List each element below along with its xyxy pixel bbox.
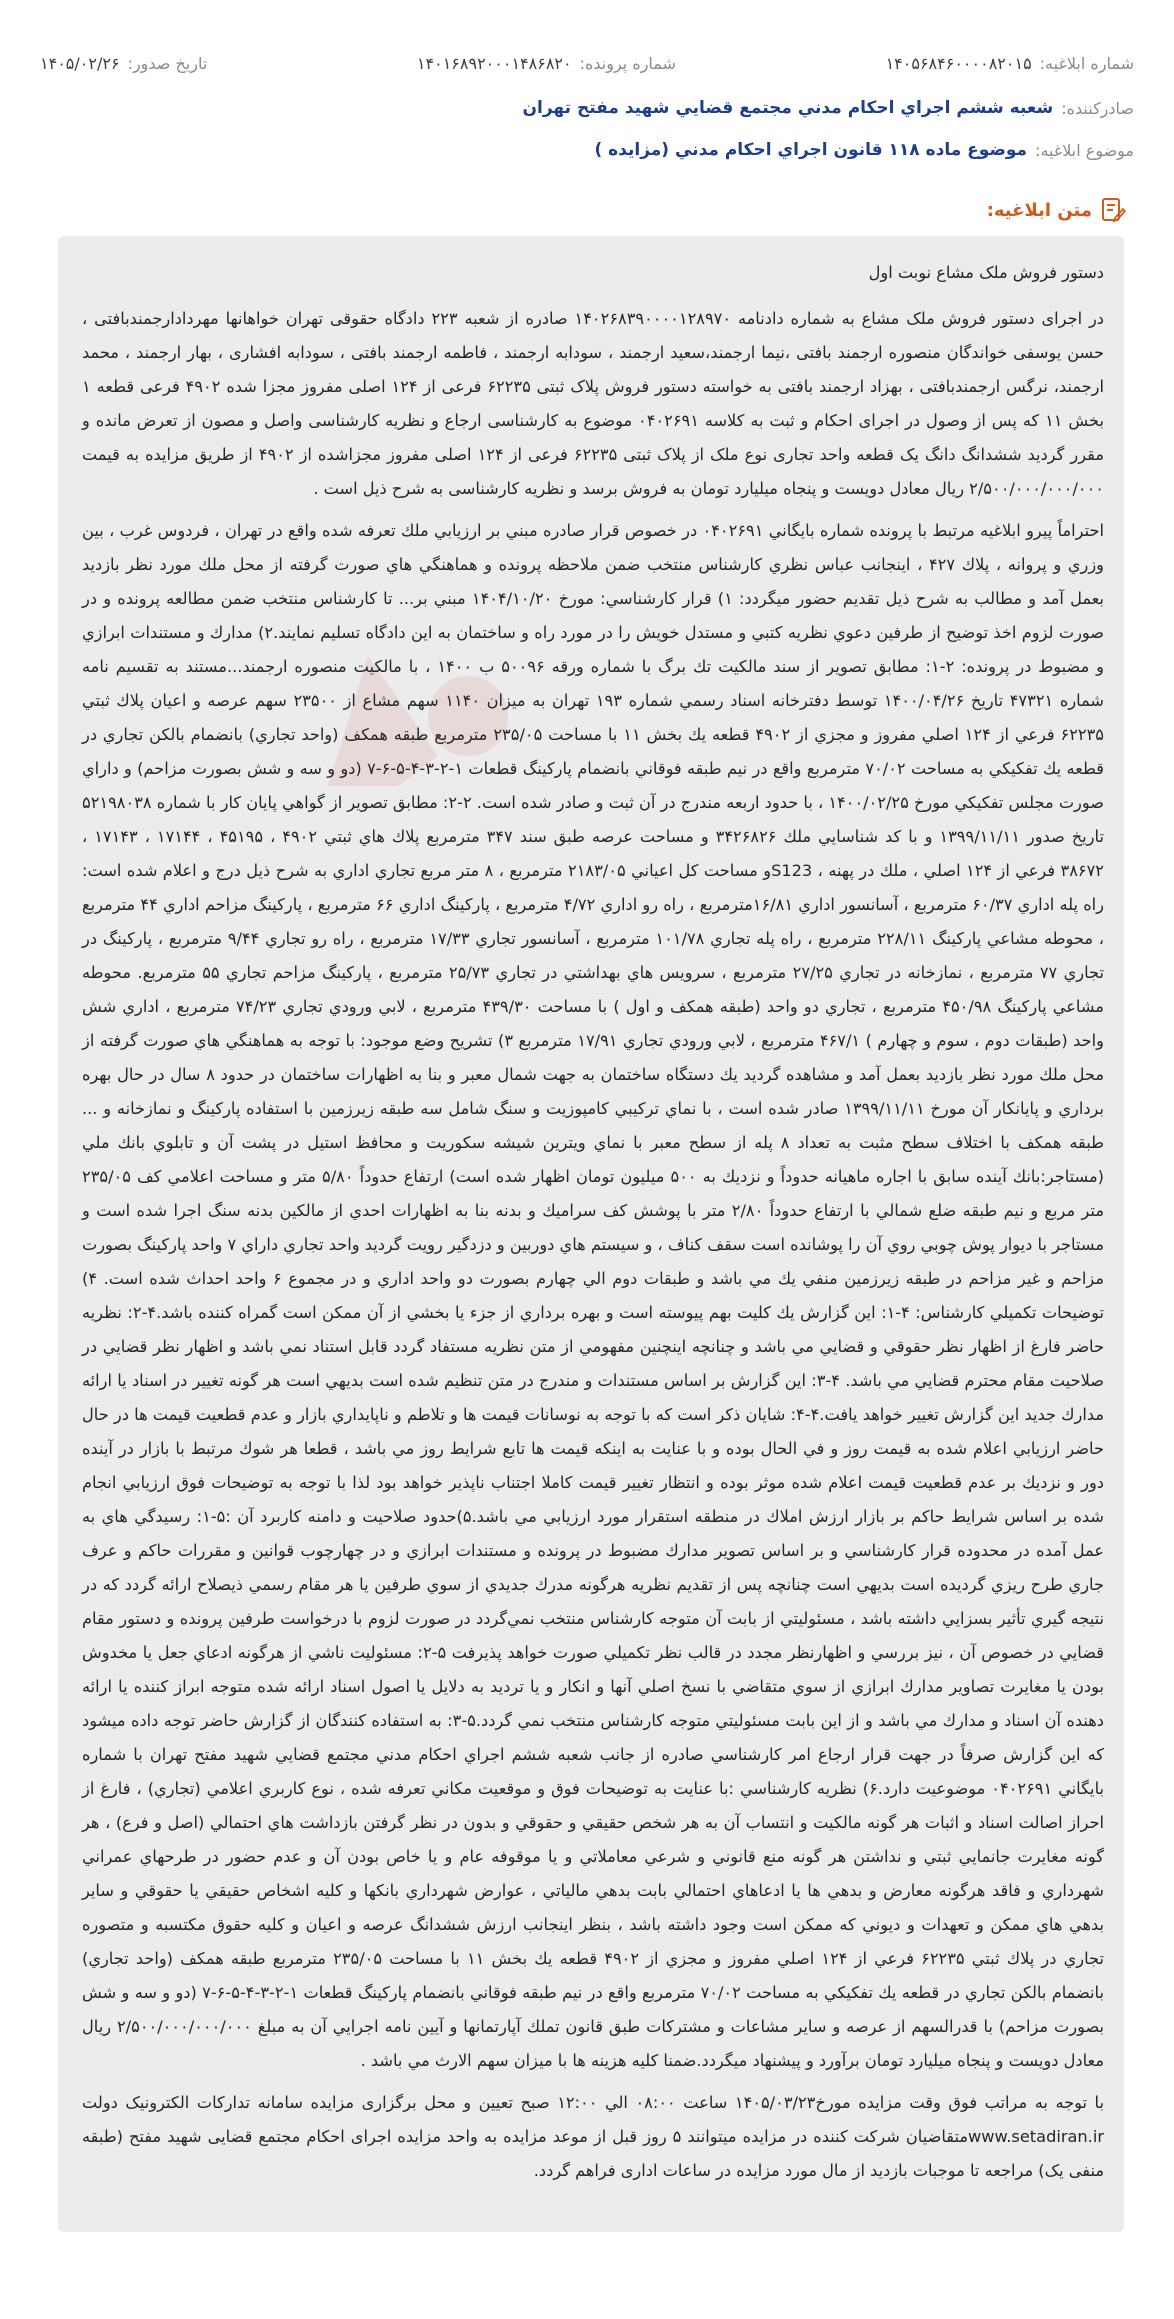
case-number-value: ۱۴۰۱۶۸۹۲۰۰۰۱۴۸۶۸۲۰ [416, 54, 572, 73]
notice-number-label: شماره ابلاغیه: [1039, 54, 1134, 73]
body-paragraph-2: احتراماً پیرو ابلاغیه مرتبط با پرونده شماره بایگاني ۰۴۰۲۶۹۱ در خصوص قرار صادره مبني بر ارزيابي ملك تعرفه شده واقع در تهران ، فردوس غرب ، بين وزري و پروانه ، پلاك ۴۲۷ ، اينجانب عباس نظري كارشناس منتخب ضمن ملاحظه پرونده و هماهنگي هاي صورت گرفته از محل ملك مورد نظر بازديد بعمل آمد و مطالب به شرح ذيل تقديم حضور ميگردد: ۱) قرار كارشناسي: مورخ ۱۴۰۴/۱۰/۲۰ مبني بر... تا كارشناس منتخب ضمن مطالعه پرونده و در صورت لزوم اخذ توضيح از طرفين دعوي نظريه كتبي و مستدل خويش را در مورد راه و ساختمان به اين دادگاه تسليم نمايند.۲) مدارك و مستندات ابرازي و مضبوط در پرونده: ۲-۱: مطابق تصوير از سند مالكيت تك برگ با شماره ورقه ۵۰۰۹۶ ب ۱۴۰۰ ، با مالكيت منصوره ارجمند...مستند به تقسيم نامه شماره ۴۷۳۲۱ تاريخ ۱۴۰۰/۰۴/۲۶ توسط دفترخانه اسناد رسمي شماره ۱۹۳ تهران به ميزان ۱۱۴۰ سهم مشاع از ۲۳۵۰۰ سهم عرصه و اعيان پلاك ثبتي ۶۲۲۳۵ فرعي از ۱۲۴ اصلي مفروز و مجزي از ۴۹۰۲ قطعه يك بخش ۱۱ با مساحت ۲۳۵/۰۵ مترمربع طبقه همكف (واحد تجاري) بانضمام بالكن تجاري در قطعه يك تفكيكي به مساحت ۷۰/۰۲ مترمربع واقع در نيم طبقه فوقاني بانضمام پاركينگ قطعات ۱-۲-۳-۴-۵-۶-۷ (دو و سه و شش بصورت مزاحم) و داراي صورت مجلس تفكيكي مورخ ۱۴۰۰/۰۲/۲۵ ، با حدود اربعه مندرج در آن ثبت و صادر شده است. ۲-۲: مطابق تصوير از گواهي پايان كار با شماره ۵۲۱۹۸۰۳۸ تاريخ صدور ۱۳۹۹/۱۱/۱۱ و با كد شناسايي ملك ۳۴۲۶۸۲۶ و مساحت عرصه طبق سند ۳۴۷ مترمربع پلاك هاي ثبتي ۴۹۰۲ ، ۴۵۱۹۵ ، ۱۷۱۴۴ ، ۱۷۱۴۳ ، ۳۸۶۷۲ فرعي از ۱۲۴ اصلي ، ملك در پهنه ، S123و مساحت كل اعياني ۲۱۸۳/۰۵ مترمربع ، ۸ متر مربع تجاري اداري به شرح ذيل درج و اعلام شده است: راه پله اداري ۶۰/۳۷ مترمربع ، آسانسور اداري ۱۶/۸۱مترمربع ، راه رو اداري ۴/۷۲ مترمربع ، پاركينگ اداري ۶۶ مترمربع ، پاركينگ مزاحم اداري ۴۴ مترمربع ، محوطه مشاعي پاركينگ ۲۲۸/۱۱ مترمربع ، راه پله تجاري ۱۰۱/۷۸ مترمربع ، آسانسور تجاري ۱۷/۳۳ مترمربع ، راه رو تجاري ۹/۴۴ مترمربع ، پاركينگ در تجاري ۷۷ مترمربع ، نمازخانه در تجاري ۲۷/۲۵ مترمربع ، سرويس هاي بهداشتي در تجاري ۲۵/۷۳ مترمربع ، پاركينگ مزاحم تجاري ۵۵ مترمربع. محوطه مشاعي پاركينگ ۴۵۰/۹۸ مترمربع ، تجاري دو واحد (طبقه همكف و اول ) با مساحت ۴۳۹/۳۰ مترمربع ، لابي ورودي تجاري ۷۴/۲۳ مترمربع ، اداري شش واحد (طبقات دوم ، سوم و چهارم ) ۴۶۷/۱ مترمربع ، لابي ورودي تجاري ۱۷/۹۱ مترمربع ۳) تشريح وضع موجود: با توجه به هماهنگي هاي صورت گرفته از محل ملك مورد نظر بازديد بعمل آمد و مشاهده گرديد يك دستگاه ساختمان به جهت شمال معبر و بنا به اظهارات ساختمان در حدود ۸ سال در حال بهره برداري و پايانكار آن مورخ ۱۳۹۹/۱۱/۱۱ صادر شده است ، با نماي تركيبي كامپوزيت و سنگ شامل سه طبقه زيرزمين با استفاده پاركينگ و نمازخانه و ... طبقه همكف با اختلاف سطح مثبت به تعداد ۸ پله از سطح معبر با نماي ويترين شيشه سكوريت و محافظ استيل در پشت آن و تابلوي بانك ملي (مستاجر:بانك آينده سابق با اجاره ماهيانه حدوداً و نزديك به ۵۰۰ ميليون تومان اظهار شده است) ارتفاع حدوداً ۵/۸۰ متر و مساحت اعلامي كف ۲۳۵/۰۵ متر مربع و نيم طبقه ضلع شمالي با ارتفاع حدوداً ۲/۸۰ متر با پوشش كف سراميك و بدنه بنا به اظهارات احدي از مالكين بدنه سنگ اجرا شده است و مستاجر با ديوار پوش چوبي روي آن را پوشانده است سقف كناف ، و سيستم هاي دوربين و دزدگير رويت گرديد واحد تجاري داراي ۷ واحد پاركينگ بصورت مزاحم و غير مزاحم در طبقه زيرزمين منفي يك مي باشد و طبقات دوم الي چهارم بصورت دو واحد اداري و در مجموع ۶ واحد احداث شده است. ۴) توضيحات تكميلي كارشناس: ۴-۱: اين گزارش يك كليت بهم پيوسته است و بهره برداري از جزء يا بخشي از آن ممكن است گمراه كننده باشد.۴-۲: نظريه حاضر فارغ از اظهار نظر حقوقي و قضايي مي باشد و چنانچه اينچنين مفهومي از متن نظريه مستفاد گردد قابل استناد نمي باشد و اظهار نظر قضايي در صلاحيت مقام محترم قضايي مي باشد. ۴-۳: اين گزارش بر اساس مستندات و مندرج در متن تنظيم شده است بديهي است هر گونه تغيير در اسناد يا ارائه مدارك جديد اين گزارش تغيير خواهد يافت.۴-۴: شايان ذكر است كه با توجه به نوسانات قيمت ها و تلاطم و ناپايداري بازار و عدم قطعيت قيمت ها در حال حاضر ارزيابي اعلام شده به قيمت روز و في الحال بوده و با عنايت به اينكه قيمت ها تابع شرايط روز مي باشد ، قطعا هر شوك مرتبط با بازار در آينده دور و نزديك بر عدم قطعيت قيمت اعلام شده موثر بوده و انتظار تغيير قيمت كاملا اجتناب ناپذير خواهد بود لذا با توجه به توضيحات فوق ارزيابي انجام شده بر اساس شرايط حاكم بر بازار ارزش املاك در منطقه استقرار مورد ارزيابي مي باشد.۵)حدود صلاحيت و دامنه كاربرد آن :۵-۱: رسيدگي هاي به عمل آمده در محدوده قرار كارشناسي و بر اساس تصوير مدارك مضبوط در پرونده و مستندات ابرازي و در چهارچوب قوانين و مقررات حاكم و عرف جاري طرح ريزي گرديده است بديهي است چنانچه پس از تقديم نظريه هرگونه مدرك جديدي از سوي طرفين يا هر مقام رسمي ذيصلاح ارائه گردد كه در نتيجه گيري تأثير بسزايي داشته باشد ، مسئوليتي از بابت آن متوجه كارشناس منتخب نمي‌گردد در صورت لزوم با درخواست طرفين پرونده و دستور مقام قضايي در خصوص آن ، نيز بررسي و اظهارنظر مجدد در قالب نظر تكميلي صورت خواهد پذيرفت ۵-۲: مسئوليت ناشي از هرگونه ادعاي جعل يا مخدوش بودن يا مغايرت تصاوير مدارك ابرازي از سوي متقاضي با نسخ اصلي آنها و انكار و يا ترديد به دلايل يا اصول اسناد ارائه شده متوجه ابراز كننده يا ارائه دهنده آن اسناد و مدارك مي باشد و از اين بابت مسئوليتي متوجه كارشناس منتخب نمي گردد.۵-۳: به استفاده كنندگان از گزارش حاضر توجه داده ميشود كه اين گزارش صرفاً در جهت قرار ارجاع امر كارشناسي صادره از جانب شعبه ششم اجراي احكام مدني مجتمع قضايي شهيد مفتح تهران با شماره بايگاني ۰۴۰۲۶۹۱ موضوعيت دارد.۶) نظريه كارشناسي :با عنايت به توضيحات فوق و موقعيت مكاني تعرفه شده ، نوع كاربري اعلامي (تجاري) ، فارغ از احراز اصالت اسناد و اثبات هر گونه مالكيت و انتساب آن به هر شخص حقيقي و حقوقي و بدون در نظر گرفتن بازداشت هاي احتمالي (اصل و فرع) ، هر گونه مغايرت جانمايي ثبتي و نداشتن هر گونه منع قانوني و شرعي معاملاتي و يا موقوفه عام و يا خاص بودن آن و عدم حضور در طرحهاي عمراني شهرداري و فاقد هرگونه معارض و بدهي ها يا ادعاهاي احتمالي بابت بدهي مالياتي ، عوارض شهرداري بانكها و كليه اشخاص حقيقي يا حقوقي و ساير بدهي هاي ممكن و تعهدات و ديوني كه ممكن است وجود داشته باشد ، بنظر اينجانب ارزش ششدانگ عرصه و اعيان و كليه حقوق مكتسبه و متصوره تجاري در پلاك ثبتي ۶۲۲۳۵ فرعي از ۱۲۴ اصلي مفروز و مجزي از ۴۹۰۲ قطعه يك بخش ۱۱ با مساحت ۲۳۵/۰۵ مترمربع طبقه همكف (واحد تجاري) بانضمام بالكن تجاري در قطعه يك تفكيكي به مساحت ۷۰/۰۲ مترمربع واقع در نيم طبقه فوقاني بانضمام پاركينگ قطعات ۱-۲-۳-۴-۵-۶-۷ (دو و سه و شش بصورت مزاحم) با قدرالسهم از عرصه و ساير مشاعات و مشتركات طبق قانون تملك آپارتمانها و آيين نامه اجرايي آن به مبلغ ۲/۵۰۰/۰۰۰/۰۰۰/۰۰۰ ريال معادل دويست و پنجاه ميليارد تومان برآورد و پيشنهاد ميگردد.ضمنا كليه هزينه ها با ميزان سهم الارث مي باشد . [82, 521, 1105, 2070]
body-paragraph-1: در اجرای دستور فروش ملک مشاع به شماره دادنامه ۱۴۰۲۶۸۳۹۰۰۰۰۱۲۸۹۷۰ صادره از شعبه ۲۲۳ دادگاه حقوقی تهران خواهانها مهردادارجمندبافتی ، حسن یوسفی خواندگان منصوره ارجمند بافتی ،نیما ارجمند،سعید ارجمند ، سودابه ارجمند ، فاطمه ارجمند بافتی ، سودابه افشاری ، بهار ارجمند ، محمد ارجمند، نرگس ارجمندبافتی ، بهزاد ارجمند بافتی به خواسته دستور فروش پلاک ثبتی ۶۲۲۳۵ فرعی از ۱۲۴ اصلی مفروز مجزا شده ۴۹۰۲ فرعی قطعه ۱ بخش ۱۱ که پس از وصول در اجرای احکام و ثبت به کلاسه ۰۴۰۲۶۹۱ موضوع به کارشناسی ارجاع و نظریه کارشناسی واصل و مصون از تعرض مانده و مقرر گردید ششدانگ دانگ یک قطعه واحد تجاری نوع ملک از پلاک ثبتی ۶۲۲۳۵ فرعی از ۱۲۴ اصلی مفروز مجزاشده از ۴۹۰۲ از طریق مزایده به قیمت ۲/۵۰۰/۰۰۰/۰۰۰/۰۰۰ ریال معادل دویست و پنجاه میلیارد تومان به فروش برسد و نظریه کارشناسی به شرح ذیل است . [82, 309, 1104, 498]
body-paragraph-3: با توجه به مراتب فوق وقت مزایده مورخ۱۴۰۵/۰۳/۲۳ ساعت ۰۸:۰۰ الي ۱۲:۰۰ صبح تعیین و محل برگزاری مزایده سامانه تدارکات الکترونیک دولت www.setadiran.irمتقاضیان شرکت کننده در مزایده میتوانند ۵ روز قبل از موعد مزایده به واحد مزایده اجرای احکام مجتمع قضایی شهید مفتح (طبقه منفی یک) مراجعه تا موجبات بازدید از مال مورد مزایده در ساعات اداری فراهم گردد. [82, 2093, 1104, 2180]
subject-label: موضوع ابلاغیه: [1035, 140, 1134, 160]
document-edit-icon [1100, 196, 1126, 224]
notice-body [82, 256, 1104, 2196]
issuer-value: شعبه ششم اجراي احكام مدني مجتمع قضايي شهيد مفتح تهران [522, 98, 1054, 118]
issue-date-label: تاریخ صدور: [127, 54, 208, 73]
notice-text-title-label: متن ابلاغیه: [986, 199, 1092, 221]
notice-number-value: ۱۴۰۵۶۸۴۶۰۰۰۰۸۲۰۱۵ [885, 54, 1032, 73]
body-heading: دستور فروش ملک مشاع نوبت اول [868, 263, 1104, 282]
header-meta-row [40, 54, 1134, 73]
issue-date-value: ۱۴۰۵/۰۲/۲۶ [40, 54, 120, 73]
notice-number [886, 54, 1134, 73]
subject-value: موضوع ماده ۱۱۸ قانون اجراي احكام مدني (مزايده ) [594, 140, 1028, 160]
case-number [417, 54, 676, 73]
issue-date [40, 54, 207, 73]
notice-body-box [58, 236, 1124, 2232]
issuer-row [40, 98, 1134, 118]
issuer-label: صادرکننده: [1061, 98, 1134, 118]
notice-text-title [987, 196, 1126, 224]
case-number-label: شماره پرونده: [579, 54, 676, 73]
subject-row [40, 140, 1134, 160]
